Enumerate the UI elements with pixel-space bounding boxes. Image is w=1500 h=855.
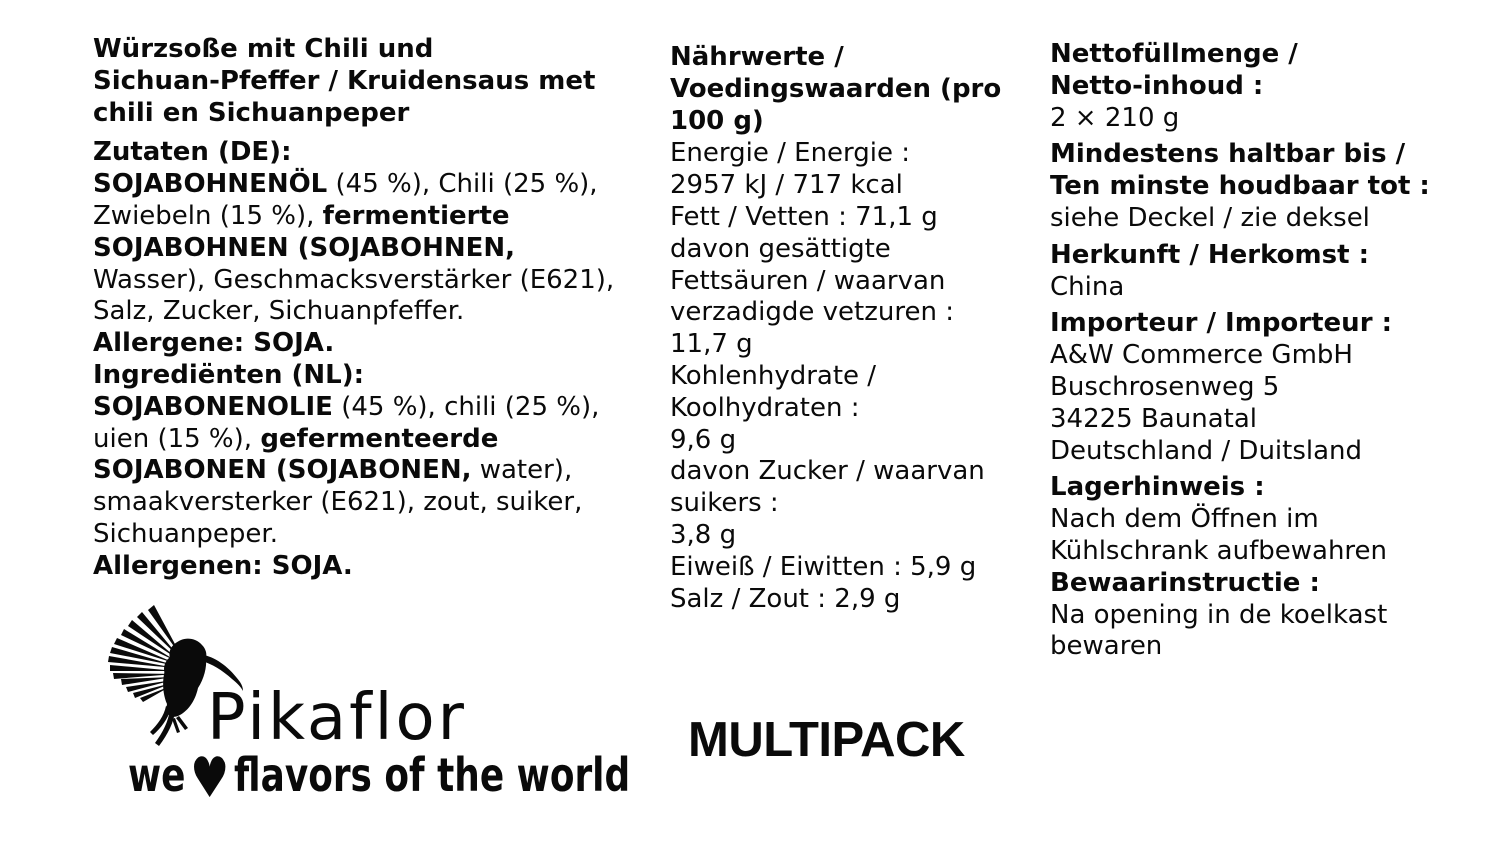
text-line	[93, 328, 614, 360]
text-segment: 9,6 g	[670, 424, 737, 455]
text-line	[670, 488, 1001, 520]
text-line	[1050, 272, 1430, 304]
text-segment: davon Zucker / waarvan	[670, 456, 985, 487]
text-segment: (45 %), chili (25 %),	[332, 391, 600, 422]
text-segment: Kühlschrank aufbewahren	[1050, 535, 1388, 566]
text-line	[1050, 600, 1430, 632]
text-segment: Nettofüllmenge /	[1050, 39, 1298, 69]
text-line	[93, 265, 614, 297]
text-segment: smaakversterker (E621), zout, suiker,	[93, 487, 583, 518]
text-segment: Herkunft / Herkomst :	[1050, 239, 1369, 270]
text-segment: SOJABONENOLIE	[93, 391, 333, 422]
text-segment: Kohlenhydrate /	[670, 360, 877, 391]
text-segment: Buschrosenweg 5	[1050, 371, 1280, 402]
text-segment: Würzsoße mit Chili und	[93, 34, 434, 64]
text-line	[1050, 240, 1430, 272]
text-segment: bewaren	[1050, 631, 1163, 662]
text-segment: 11,7 g	[670, 329, 753, 360]
text-line	[1050, 171, 1430, 203]
text-line	[93, 519, 614, 551]
product-info-column	[1050, 39, 1430, 663]
text-line	[93, 66, 614, 98]
text-segment: Salz, Zucker, Sichuanpfeffer.	[93, 296, 465, 327]
text-segment: 2957 kJ / 717 kcal	[670, 170, 903, 201]
text-line	[670, 393, 1001, 425]
text-line	[670, 456, 1001, 488]
tagline-we: we	[128, 748, 186, 802]
text-segment: Nach dem Öffnen im	[1050, 504, 1319, 535]
text-block	[1050, 308, 1430, 467]
text-line	[1050, 631, 1430, 663]
text-line	[670, 42, 1001, 74]
text-line	[1050, 504, 1430, 536]
text-line	[1050, 308, 1430, 340]
text-line	[670, 520, 1001, 552]
text-segment: Deutschland / Duitsland	[1050, 435, 1363, 466]
text-line	[1050, 340, 1430, 372]
heart-icon: ♥	[190, 746, 230, 811]
text-line	[1050, 404, 1430, 436]
text-line	[670, 361, 1001, 393]
text-line	[93, 137, 614, 169]
text-segment: (45 %), Chili (25 %),	[327, 169, 598, 200]
text-line	[93, 551, 614, 583]
text-line	[1050, 436, 1430, 468]
text-line	[670, 552, 1001, 584]
text-segment: uien (15 %),	[93, 423, 261, 454]
text-segment: A&W Commerce GmbH	[1050, 340, 1353, 371]
ingredients-column	[93, 34, 614, 583]
brand-tagline	[128, 746, 631, 811]
text-segment: Fett / Vetten : 71,1 g	[670, 201, 938, 232]
text-block	[670, 138, 1001, 615]
text-segment: Lagerhinweis :	[1050, 472, 1265, 503]
text-line	[670, 202, 1001, 234]
text-segment: Na opening in de koelkast	[1050, 599, 1388, 630]
text-block	[1050, 39, 1430, 134]
text-line	[93, 424, 614, 456]
text-line	[1050, 203, 1430, 235]
text-segment: fermentierte	[322, 200, 510, 231]
text-segment: Zwiebeln (15 %),	[93, 200, 323, 231]
text-block	[1050, 139, 1430, 234]
text-segment: Allergenen: SOJA.	[93, 550, 353, 581]
text-line	[1050, 472, 1430, 504]
text-line	[670, 106, 1001, 138]
text-segment: Energie / Energie :	[670, 138, 911, 169]
text-block	[1050, 240, 1430, 304]
text-segment: Nährwerte /	[670, 42, 844, 72]
text-segment: water),	[471, 455, 573, 486]
text-segment: SOJABOHNEN (SOJABOHNEN,	[93, 232, 515, 263]
text-segment: Ingrediënten (NL):	[93, 359, 365, 390]
text-line	[93, 233, 614, 265]
text-line	[93, 296, 614, 328]
text-segment: 100 g)	[670, 105, 764, 136]
text-line	[1050, 139, 1430, 171]
text-segment: Mindestens haltbar bis /	[1050, 139, 1406, 170]
text-segment: suikers :	[670, 488, 779, 519]
brand-name: Pikaflor	[207, 681, 467, 755]
text-line	[670, 584, 1001, 616]
text-segment: Bewaarinstructie :	[1050, 567, 1320, 598]
text-line	[670, 297, 1001, 329]
text-block	[670, 42, 1001, 137]
text-line	[670, 329, 1001, 361]
text-segment: Salz / Zout : 2,9 g	[670, 583, 901, 614]
text-line	[1050, 103, 1430, 135]
text-segment: Voedingswaarden (pro	[670, 73, 1002, 104]
text-line	[93, 201, 614, 233]
text-line	[93, 169, 614, 201]
text-line	[93, 455, 614, 487]
text-line	[670, 234, 1001, 266]
text-line	[670, 170, 1001, 202]
text-segment: Eiweiß / Eiwitten : 5,9 g	[670, 551, 977, 582]
text-segment: Sichuan-Pfeffer / Kruidensaus met	[93, 65, 596, 96]
text-segment: SOJABOHNENÖL	[93, 169, 328, 200]
text-block	[93, 137, 614, 582]
text-segment: Sichuanpeper.	[93, 518, 278, 549]
text-segment: Wasser), Geschmacksverstärker (E621),	[93, 264, 615, 295]
text-block	[93, 34, 614, 129]
text-line	[93, 487, 614, 519]
text-line	[670, 74, 1001, 106]
text-segment: Netto-inhoud :	[1050, 70, 1264, 101]
text-block	[1050, 472, 1430, 663]
text-segment: chili en Sichuanpeper	[93, 97, 410, 128]
text-line	[1050, 568, 1430, 600]
text-segment: Ten minste houdbaar tot :	[1050, 171, 1430, 202]
tagline-rest: flavors of the world	[234, 748, 631, 802]
text-segment: 3,8 g	[670, 519, 737, 550]
text-segment: gefermenteerde	[260, 423, 499, 454]
text-line	[670, 138, 1001, 170]
text-segment: Zutaten (DE):	[93, 137, 292, 168]
multipack-label: MULTIPACK	[688, 713, 965, 767]
text-segment: 2 × 210 g	[1050, 102, 1180, 133]
text-segment: Koolhydraten :	[670, 392, 860, 423]
text-line	[1050, 71, 1430, 103]
text-segment: verzadigde vetzuren :	[670, 297, 954, 328]
text-line	[93, 98, 614, 130]
text-line	[93, 392, 614, 424]
text-segment: Importeur / Importeur :	[1050, 308, 1392, 339]
text-segment: siehe Deckel / zie deksel	[1050, 202, 1370, 233]
text-line	[1050, 39, 1430, 71]
nutrition-column	[670, 42, 1001, 615]
text-segment: Fettsäuren / waarvan	[670, 265, 946, 296]
text-segment: Allergene: SOJA.	[93, 328, 335, 359]
text-line	[1050, 536, 1430, 568]
text-segment: 34225 Baunatal	[1050, 403, 1257, 434]
text-line	[1050, 372, 1430, 404]
text-line	[670, 425, 1001, 457]
text-segment: SOJABONEN (SOJABONEN,	[93, 455, 472, 486]
text-line	[670, 266, 1001, 298]
text-line	[93, 360, 614, 392]
text-segment: davon gesättigte	[670, 233, 891, 264]
text-line	[93, 34, 614, 66]
text-segment: China	[1050, 271, 1125, 302]
